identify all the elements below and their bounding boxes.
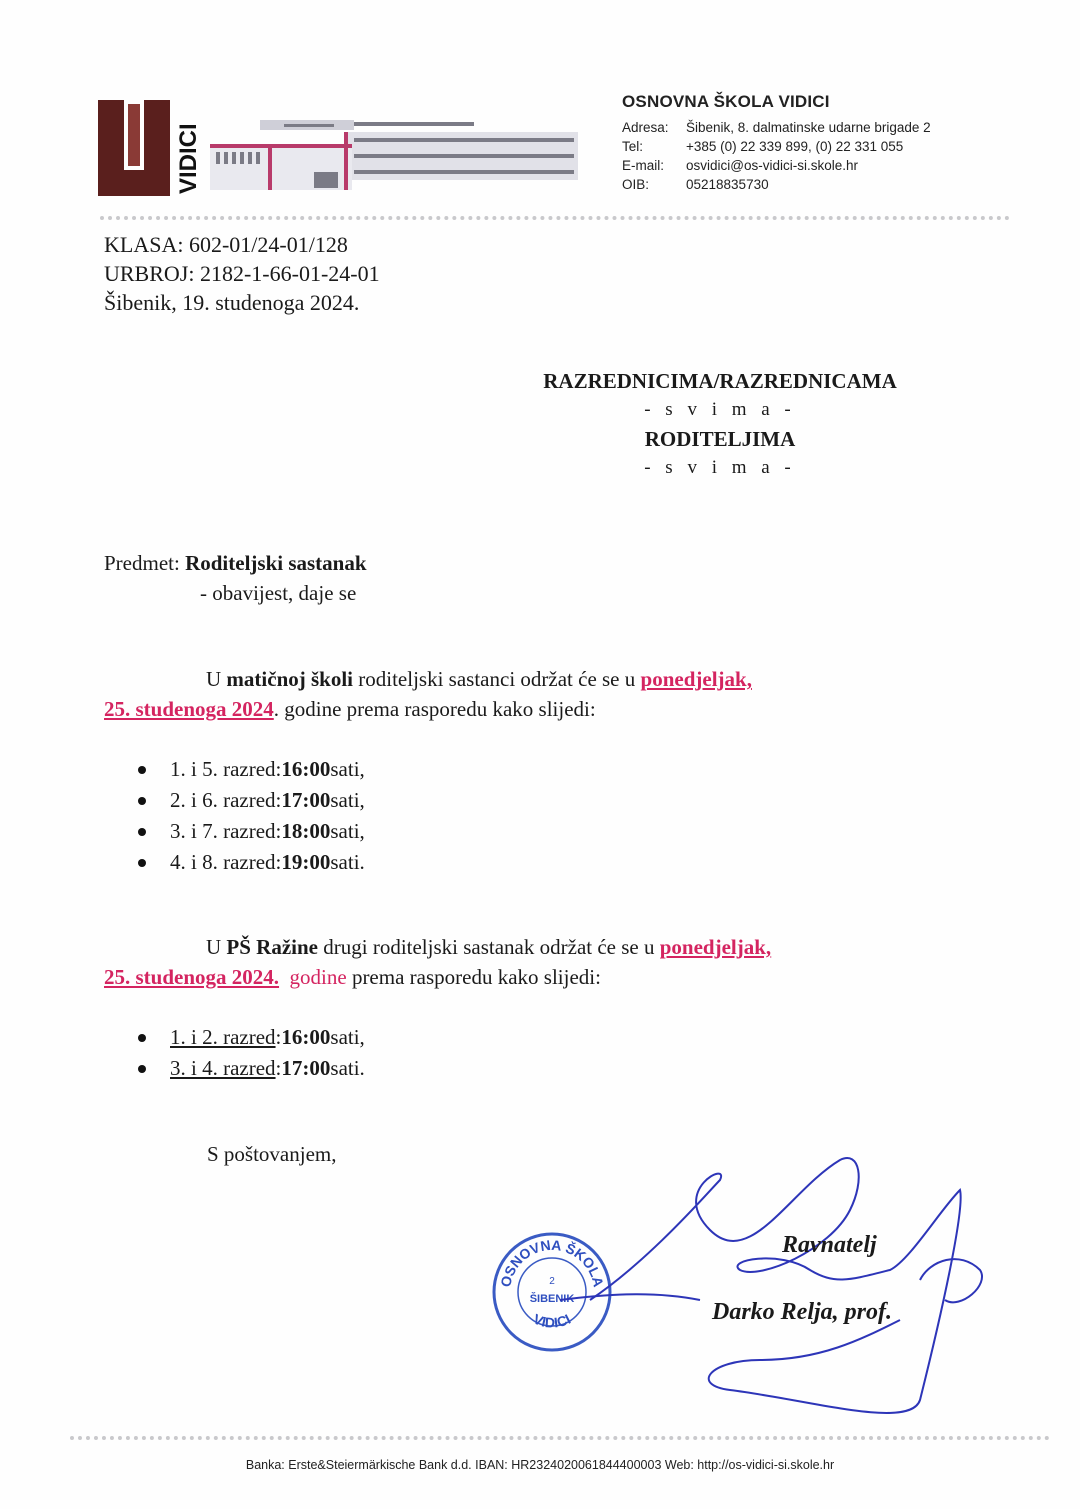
text: U — [206, 935, 227, 959]
list-item: 1. i 2. razred : 16:00 sati, — [138, 1022, 365, 1053]
schedule-main-school — [138, 754, 365, 878]
logo-text: VIDICI — [175, 123, 202, 194]
addressee-line: RODITELJIMA — [644, 427, 796, 451]
subject-title: Roditeljski sastanak — [185, 551, 367, 575]
info-label: OIB: — [622, 177, 650, 192]
schedule-branch-school — [138, 1022, 365, 1084]
addressee-line: RAZREDNICIMA/RAZREDNICAMA — [543, 369, 897, 393]
footer-bank-info: Banka: Erste&Steiermärkische Bank d.d. IBAN: HR2324020061844400003 Web: http://os-vidici-si.skole.hr — [245, 1458, 835, 1472]
text: . godine prema rasporedu kako slijedi: — [273, 697, 596, 721]
subject-sub: - obavijest, daje se — [200, 581, 357, 605]
addressee-line: - s v i m a - — [644, 457, 796, 478]
info-email — [622, 156, 931, 175]
highlight-word: godine — [289, 965, 347, 989]
highlight-date: 25. studenoga 2024. — [104, 965, 280, 989]
school-name: OSNOVNA ŠKOLA VIDICI — [622, 92, 830, 111]
text: roditeljski sastanci održat će se u — [353, 667, 641, 691]
subject-label: Predmet: — [104, 551, 180, 575]
footer-divider — [70, 1436, 1050, 1440]
info-phone — [622, 137, 931, 156]
text-bold: matičnoj školi — [226, 667, 354, 691]
svg-text:VIDICI: VIDICI — [530, 1310, 574, 1331]
highlight-date: 25. studenoga 2024 — [104, 697, 274, 721]
info-value: Šibenik, 8. dalmatinske udarne brigade 2 — [686, 120, 931, 135]
header-divider — [100, 216, 1010, 220]
subject-block — [104, 548, 367, 608]
urbroj: URBROJ: 2182-1-66-01-24-01 — [104, 261, 380, 286]
text-bold: PŠ Ražine — [226, 935, 318, 959]
signature-title: Ravnatelj — [782, 1232, 877, 1258]
svg-text:2: 2 — [549, 1276, 555, 1287]
info-address — [622, 118, 931, 137]
info-label: Adresa: — [622, 120, 669, 135]
text: prema rasporedu kako slijedi: — [346, 965, 601, 989]
paragraph-main-school — [104, 664, 924, 724]
closing: S poštovanjem, — [207, 1142, 337, 1166]
school-info — [622, 92, 931, 194]
svg-text:OSNOVNA ŠKOLA: OSNOVNA ŠKOLA — [497, 1236, 607, 1289]
list-item: 3. i 4. razred : 17:00 sati. — [138, 1053, 365, 1084]
list-item: 3. i 7. razred: 18:00 sati, — [138, 816, 365, 847]
paragraph-branch-school — [104, 932, 924, 992]
text: U — [206, 667, 227, 691]
school-logo — [98, 92, 598, 202]
info-value: osvidici@os-vidici-si.skole.hr — [686, 158, 858, 173]
svg-text:ŠIBENIK: ŠIBENIK — [529, 1293, 575, 1305]
reference-block — [104, 230, 380, 317]
signature-name: Darko Relja, prof. — [712, 1299, 892, 1325]
addressee-block — [470, 366, 970, 482]
info-label: Tel: — [622, 139, 644, 154]
list-item: 4. i 8. razred: 19:00 sati. — [138, 847, 365, 878]
place-date: Šibenik, 19. studenoga 2024. — [104, 290, 360, 315]
klasa: KLASA: 602-01/24-01/128 — [104, 232, 348, 257]
info-oib — [622, 175, 931, 194]
list-item: 2. i 6. razred: 17:00 sati, — [138, 785, 365, 816]
handwritten-signature — [560, 1150, 1000, 1440]
info-label: E-mail: — [622, 158, 665, 173]
addressee-line: - s v i m a - — [644, 399, 796, 420]
highlight-date: ponedjeljak, — [659, 935, 772, 959]
info-value: +385 (0) 22 339 899, (0) 22 331 055 — [686, 139, 904, 154]
highlight-date: ponedjeljak, — [640, 667, 752, 691]
text: drugi roditeljski sastanak održat će se u — [318, 935, 660, 959]
info-value: 05218835730 — [686, 177, 769, 192]
list-item: 1. i 5. razred: 16:00 sati, — [138, 754, 365, 785]
